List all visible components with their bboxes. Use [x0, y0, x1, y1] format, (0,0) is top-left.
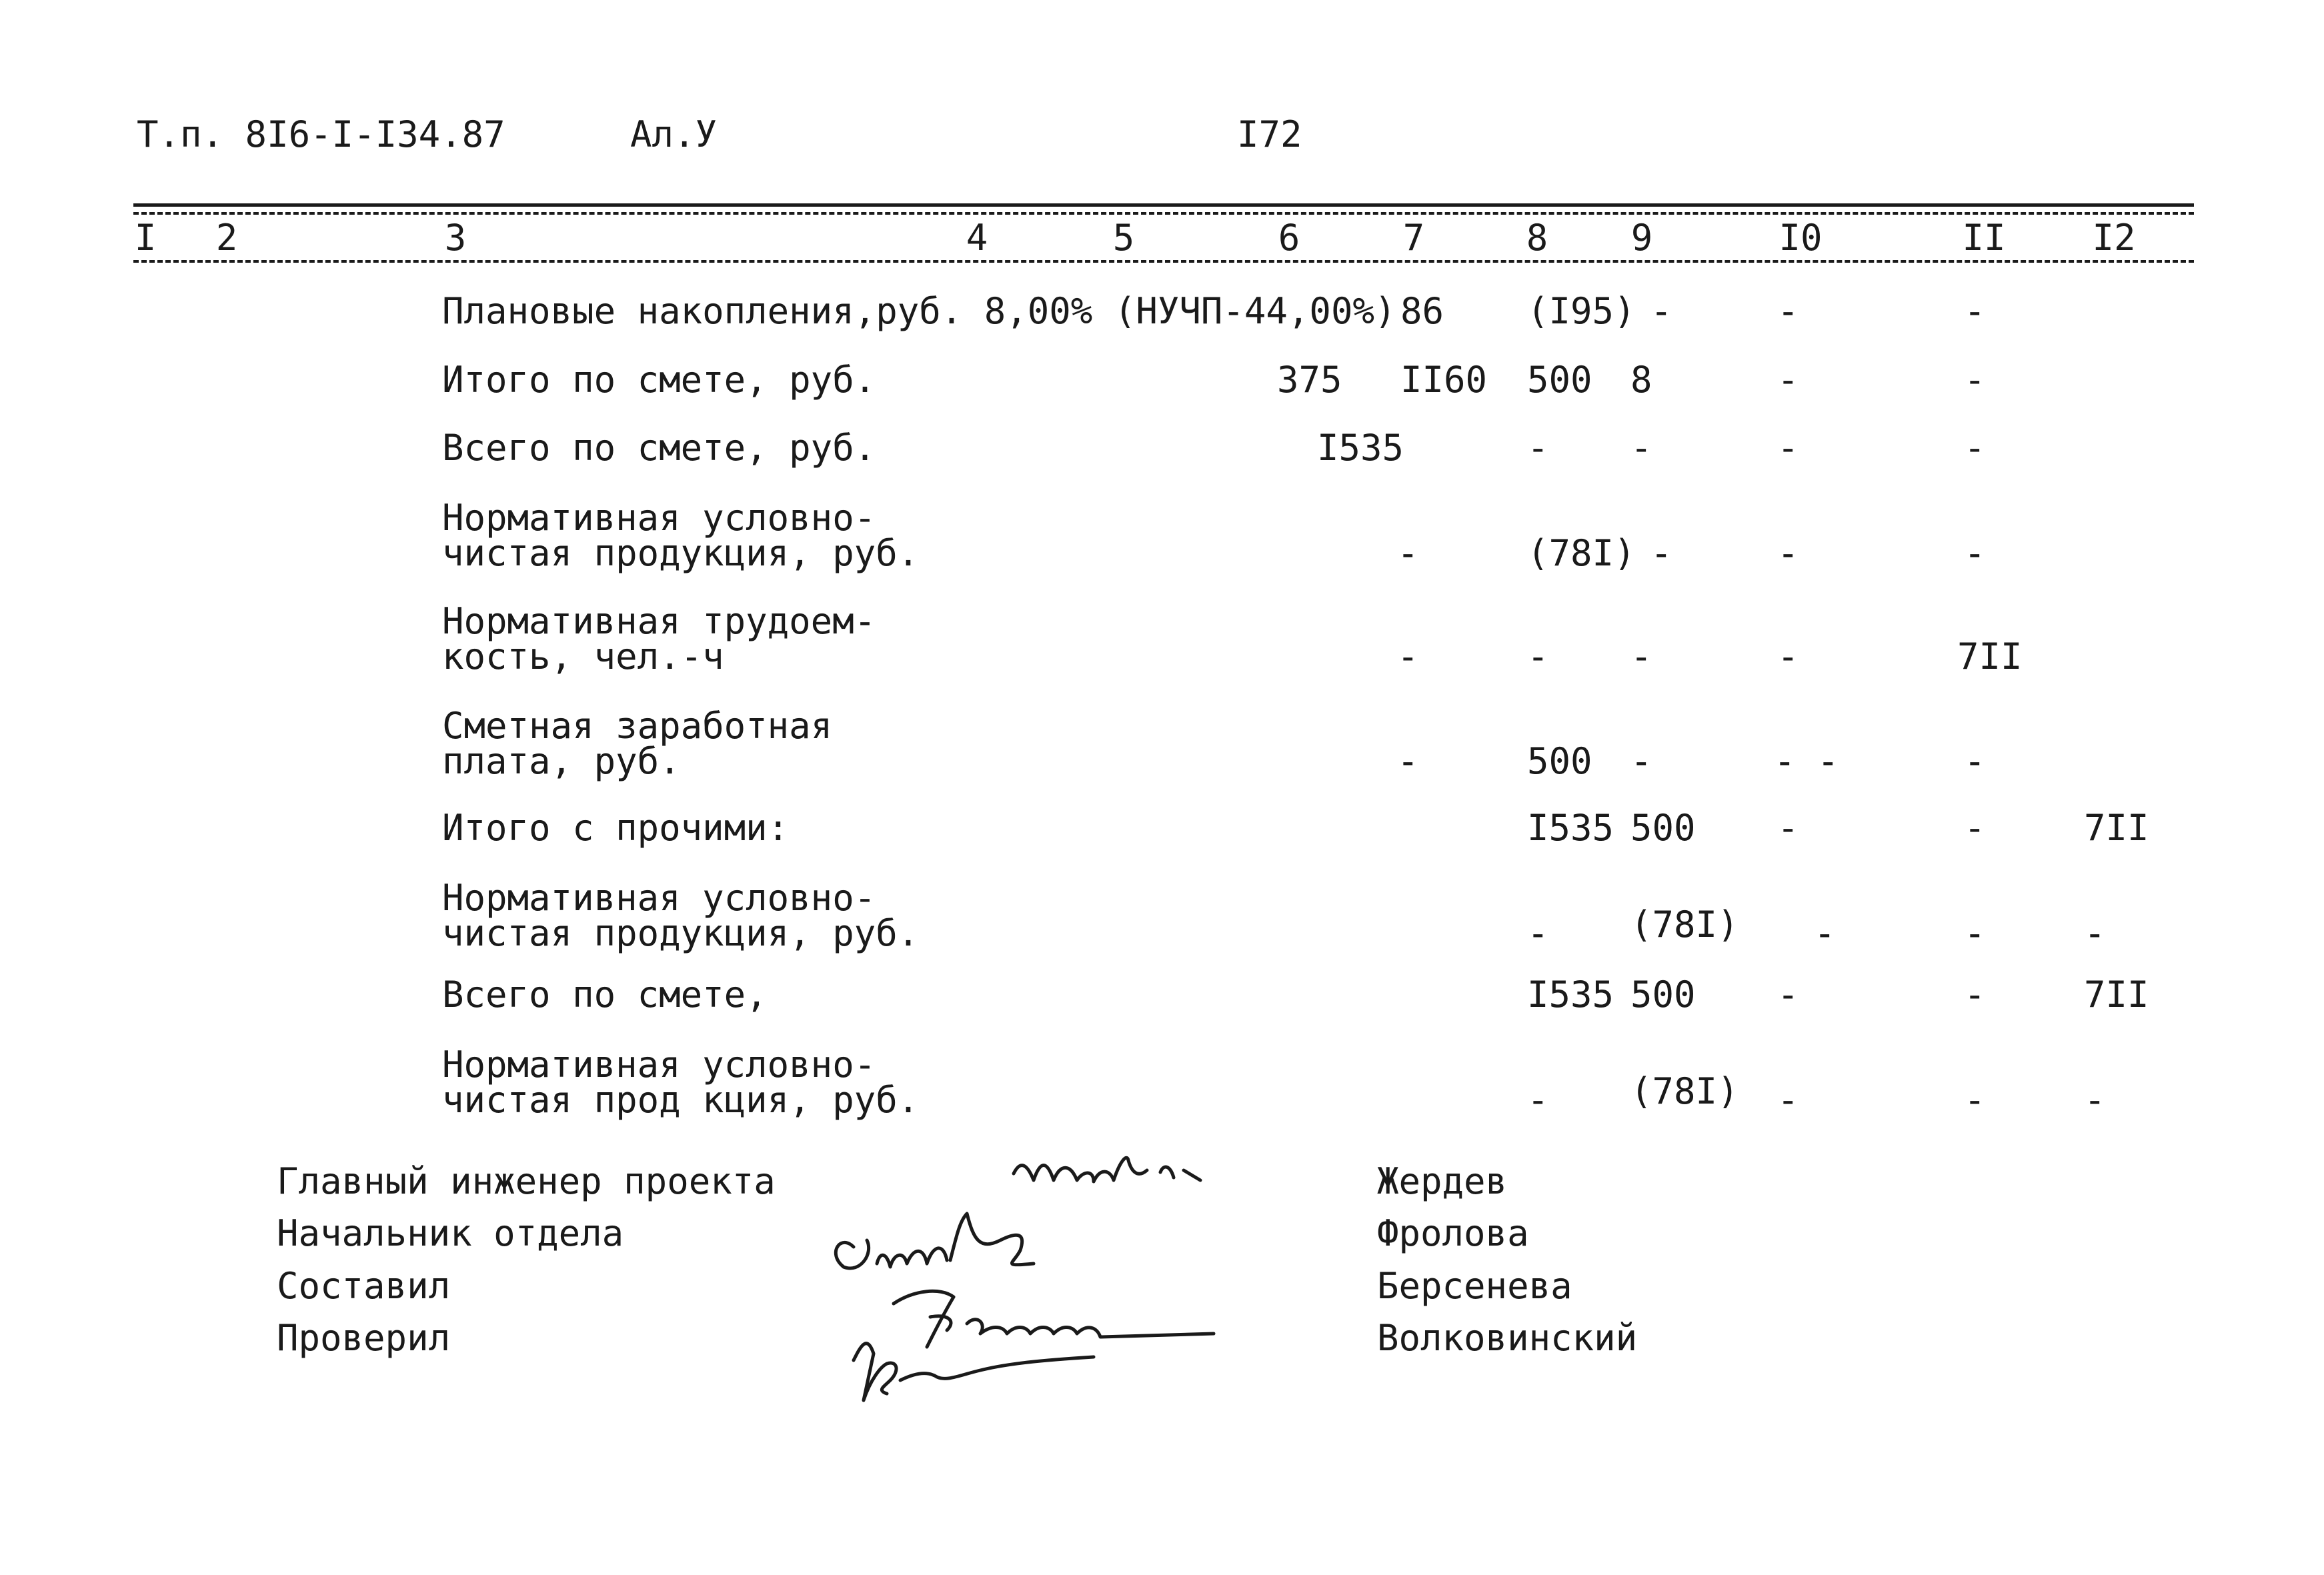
signatory-role: Начальник отдела — [277, 1212, 624, 1254]
cell: - — [1650, 290, 1672, 332]
signatory-name: Волковинский — [1377, 1317, 1638, 1359]
cell: (78I) — [1630, 1070, 1739, 1112]
signatory-role: Проверил — [277, 1317, 451, 1359]
signature-berseneva — [894, 1291, 1214, 1347]
row-label-line1: Нормативная условно- — [442, 497, 876, 539]
cell: (I95) — [1527, 290, 1636, 332]
signatory-name: Жердев — [1377, 1160, 1508, 1202]
cell: - — [2084, 1079, 2106, 1121]
cell: - — [1964, 290, 1986, 332]
cell: II60 — [1400, 359, 1488, 401]
cell: - — [1397, 740, 1419, 782]
cell: - — [1397, 635, 1419, 677]
cell: I535 — [1527, 974, 1614, 1016]
signatory-role: Главный инженер проекта — [277, 1160, 776, 1202]
cell: - — [1777, 359, 1799, 401]
page-number: I72 — [1237, 113, 1302, 155]
cell: 500 — [1630, 974, 1696, 1016]
row-label-line2: чистая продукция, руб. — [442, 912, 920, 954]
cell: - — [1964, 974, 1986, 1016]
cell: - — [1964, 359, 1986, 401]
table-top-rule — [133, 203, 2194, 207]
row-label-line1: Нормативная условно- — [442, 1044, 876, 1086]
cell: 500 — [1527, 740, 1592, 782]
cell: - — [1964, 1079, 1986, 1121]
row-label: Итого с прочими: — [442, 807, 790, 849]
row-label-line1: Сметная заработная — [442, 705, 833, 747]
row-label: Всего по смете, — [442, 974, 768, 1016]
signatory-name: Фролова — [1377, 1212, 1529, 1254]
cell: - — [1777, 290, 1799, 332]
column-header: I — [134, 217, 157, 259]
column-header: I0 — [1779, 217, 1823, 259]
column-header: II — [1962, 217, 2006, 259]
cell: I535 — [1527, 807, 1614, 849]
row-label-line2: плата, руб. — [442, 740, 681, 782]
cell: - — [2084, 912, 2106, 954]
signature-zherdev — [1014, 1158, 1200, 1182]
signatory-role: Составил — [277, 1265, 451, 1307]
cell: - — [1964, 532, 1986, 574]
signatory-name: Берсенева — [1377, 1265, 1572, 1307]
column-header: I2 — [2092, 217, 2136, 259]
cell: - — [1527, 912, 1549, 954]
cell: 7II — [2084, 807, 2149, 849]
row-label-line2: кость, чел.-ч — [442, 635, 724, 677]
cell: (78I) — [1527, 532, 1636, 574]
column-header: 5 — [1112, 217, 1135, 259]
column-header: 6 — [1278, 217, 1300, 259]
cell: - — [1527, 1079, 1549, 1121]
column-header: 7 — [1402, 217, 1425, 259]
column-header: 4 — [966, 217, 988, 259]
doc-code: Т.п. 8I6-I-I34.87 — [137, 113, 505, 155]
cell: - — [1650, 532, 1672, 574]
row-label: Всего по смете, руб. — [442, 427, 876, 469]
cell: - — [1777, 427, 1799, 469]
cell: - — [1630, 635, 1652, 677]
cell: - — [1777, 974, 1799, 1016]
album-label: Ал.У — [630, 113, 718, 155]
cell: - — [1527, 427, 1549, 469]
cell: 7II — [1957, 635, 2023, 677]
cell: - — [1777, 807, 1799, 849]
column-header: 3 — [444, 217, 467, 259]
column-header: 2 — [215, 217, 238, 259]
cell: 375 — [1277, 359, 1342, 401]
cell: - — [1964, 740, 1986, 782]
header-bottom-rule — [133, 260, 2194, 263]
cell: - — [1630, 740, 1652, 782]
cell: - - — [1774, 740, 1839, 782]
row-label-line2: чистая продукция, руб. — [442, 532, 920, 574]
cell: - — [1527, 635, 1549, 677]
cell: 500 — [1630, 807, 1696, 849]
cell: (78I) — [1630, 904, 1739, 946]
cell: I535 — [1317, 427, 1404, 469]
cell: - — [1964, 807, 1986, 849]
cell: 7II — [2084, 974, 2149, 1016]
row-label: Итого по смете, руб. — [442, 359, 876, 401]
row-label-line2: чистая прод кция, руб. — [442, 1079, 920, 1121]
column-header: 9 — [1630, 217, 1653, 259]
cell: - — [1814, 912, 1836, 954]
cell: 500 — [1527, 359, 1592, 401]
cell: - — [1397, 532, 1419, 574]
row-label-line1: Нормативная условно- — [442, 877, 876, 919]
cell: - — [1777, 1079, 1799, 1121]
cell: 8 — [1630, 359, 1652, 401]
row-label: Плановые накопления,руб. 8,00% (НУЧП-44,00%) — [442, 290, 1396, 332]
cell: - — [1777, 635, 1799, 677]
cell: - — [1777, 532, 1799, 574]
table-top-rule-dashed — [133, 212, 2194, 215]
cell: - — [1964, 427, 1986, 469]
cell: - — [1630, 427, 1652, 469]
cell: 86 — [1400, 290, 1444, 332]
row-label-line1: Нормативная трудоем- — [442, 600, 876, 642]
column-header: 8 — [1526, 217, 1548, 259]
signature-volkovinsky — [854, 1344, 1094, 1400]
handwritten-signatures — [814, 1134, 1280, 1434]
signature-frolova — [836, 1214, 1034, 1268]
cell: - — [1964, 912, 1986, 954]
